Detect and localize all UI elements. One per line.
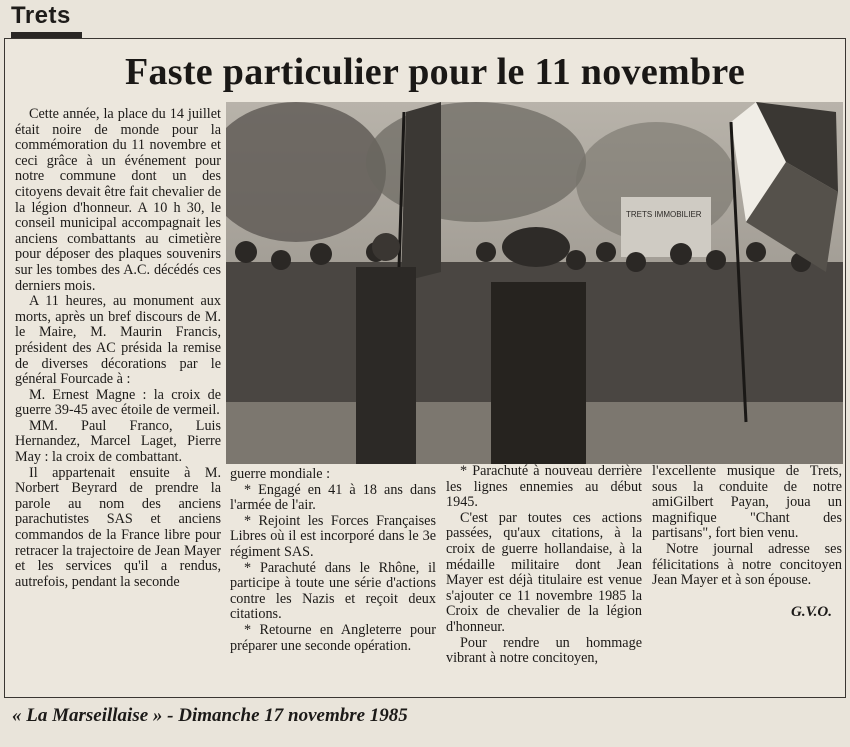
shop-sign-text: TRETS IMMOBILIER — [626, 210, 702, 219]
article-headline: Faste particulier pour le 11 novembre — [124, 51, 746, 93]
article-column-1 — [15, 107, 221, 590]
paragraph: * Retourne en Angleterre pour préparer une seconde opération. — [230, 621, 436, 654]
paragraph: Notre journal adresse ses félicitations à notre concitoyen Jean Mayer et à son épouse. — [652, 540, 842, 589]
paragraph: * Parachuté à nouveau derrière les lignes ennemies au début 1945. — [446, 463, 642, 511]
article-column-4 — [652, 464, 842, 620]
paragraph: * Parachuté dans le Rhône, il participe à toute une série d'actions contre les Nazis et reçoit deux citations. — [230, 559, 436, 623]
paragraph: Il appartenait ensuite à M. Norbert Beyrard de prendre la parole au nom des anciens parachutistes SAS et anciens commandos de la France libre pour retracer la trajectoire de Jean Mayer et les services qu'il a rendus, autrefois, pendant la seconde — [15, 464, 221, 590]
paragraph: * Rejoint les Forces Françaises Libres où il est incorporé dans le 3e régiment SAS. — [230, 512, 436, 560]
author-signature: G.V.O. — [791, 603, 832, 620]
paragraph: C'est par toutes ces actions passées, qu'aux citations, à la croix de guerre hollandaise, à la médaille militaire dont Jean Mayer est déjà titulaire est venue s'ajouter ce 11 novembre 1985 la Croix de chevalier de la légion d'honneur. — [446, 509, 642, 635]
paragraph: MM. Paul Franco, Luis Hernandez, Marcel Laget, Pierre May : la croix de combattant. — [15, 417, 221, 466]
paragraph: * Engagé en 41 à 18 ans dans l'armée de l'air. — [230, 481, 436, 514]
paragraph: Pour rendre un hommage vibrant à notre concitoyen, — [446, 634, 642, 667]
paragraph: Cette année, la place du 14 juillet était noire de monde pour la commémoration du 11 novembre et ceci grâce à un événement pour notre commune dont un des citoyens devait être fait chevalier de la légion d'honneur. A 10 h 30, le conseil municipal accompagnait les anciens combattants au cimetière pour déposer des plaques souvenirs sur les tombes des A.C. décédés ces derniers mois. — [15, 106, 221, 294]
section-label: Trets — [11, 2, 71, 29]
paragraph: guerre mondiale : — [230, 466, 331, 482]
paragraph: M. Ernest Magne : la croix de guerre 39-45 avec étoile de vermeil. — [15, 386, 221, 419]
paragraph: l'excellente musique de Trets, sous la conduite de notre amiGilbert Payan, joua un magnifique "Chant des partisans", fort bien venu. — [652, 463, 842, 542]
publication-footer: « La Marseillaise » - Dimanche 17 novembre 1985 — [12, 705, 408, 726]
article-column-3 — [446, 464, 642, 667]
ceremony-photo-illustration — [226, 102, 843, 464]
article-photo — [226, 102, 843, 464]
paragraph: A 11 heures, au monument aux morts, après un bref discours de M. le Maire, M. Maurin Francis, président des AC présida la remise de diverses décorations par le général Fourcade à : — [15, 293, 221, 388]
article-column-2 — [230, 467, 436, 654]
